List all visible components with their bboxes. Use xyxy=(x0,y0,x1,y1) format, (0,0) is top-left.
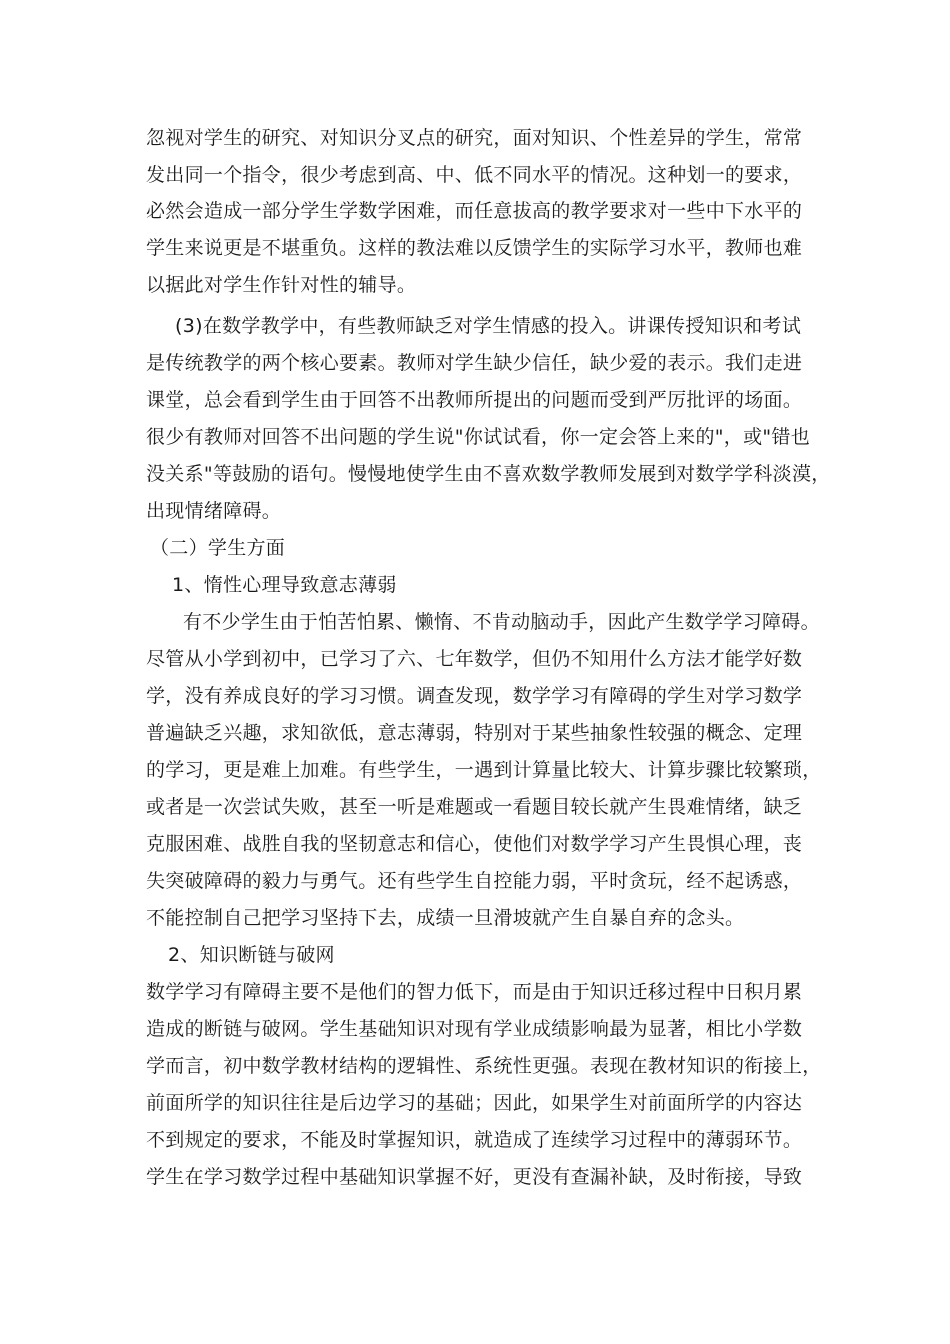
text-line: 失突破障碍的毅力与勇气。还有些学生自控能力弱，平时贪玩，经不起诱惑， xyxy=(146,870,803,892)
text-line: 或者是一次尝试失败，甚至一听是难题或一看题目较长就产生畏难情绪，缺乏 xyxy=(146,796,803,818)
text-line: 造成的断链与破网。学生基础知识对现有学业成绩影响最为显著，相比小学数 xyxy=(146,1018,803,1040)
subsection-heading: 2、知识断链与破网 xyxy=(168,944,335,966)
text-line: 尽管从小学到初中，已学习了六、七年数学，但仍不知用什么方法才能学好数 xyxy=(146,648,803,670)
text-line: 出现情绪障碍。 xyxy=(146,500,282,522)
text-line: 忽视对学生的研究、对知识分叉点的研究，面对知识、个性差异的学生，常常 xyxy=(146,127,803,149)
text-line: 学生来说更是不堪重负。这样的教法难以反馈学生的实际学习水平，教师也难 xyxy=(146,237,803,259)
text-line: 学生在学习数学过程中基础知识掌握不好，更没有查漏补缺，及时衔接，导致 xyxy=(146,1166,803,1188)
paragraph-start-line: 数学学习有障碍主要不是他们的智力低下，而是由于知识迁移过程中日积月累 xyxy=(146,981,803,1003)
text-line: 的学习，更是难上加难。有些学生，一遇到计算量比较大、计算步骤比较繁琐， xyxy=(146,759,822,781)
text-line: 普遍缺乏兴趣，求知欲低，意志薄弱，特别对于某些抽象性较强的概念、定理 xyxy=(146,722,803,744)
text-line: 不到规定的要求，不能及时掌握知识，就造成了连续学习过程中的薄弱环节。 xyxy=(146,1129,803,1151)
text-line: 不能控制自己把学习坚持下去，成绩一旦滑坡就产生自暴自弃的念头。 xyxy=(146,907,745,929)
paragraph-start-line: 有不少学生由于怕苦怕累、懒惰、不肯动脑动手，因此产生数学学习障碍。 xyxy=(183,611,820,633)
text-line: 学而言，初中数学教材结构的逻辑性、系统性更强。表现在教材知识的衔接上， xyxy=(146,1055,822,1077)
text-line: 没关系"等鼓励的语句。慢慢地使学生由不喜欢数学教师发展到对数学学科淡漠， xyxy=(146,463,831,485)
text-line: 发出同一个指令，很少考虑到高、中、低不同水平的情况。这种划一的要求， xyxy=(146,164,803,186)
text-line: 以据此对学生作针对性的辅导。 xyxy=(146,274,417,296)
text-line: 克服困难、战胜自我的坚韧意志和信心，使他们对数学学习产生畏惧心理，丧 xyxy=(146,833,803,855)
text-line: 课堂，总会看到学生由于回答不出教师所提出的问题而受到严厉批评的场面。 xyxy=(146,389,803,411)
paragraph-start-line: (3)在数学教学中，有些教师缺乏对学生情感的投入。讲课传授知识和考试 xyxy=(175,315,802,337)
text-line: 必然会造成一部分学生学数学困难，而任意拔高的教学要求对一些中下水平的 xyxy=(146,200,803,222)
section-heading: （二）学生方面 xyxy=(150,537,286,559)
subsection-heading: 1、惰性心理导致意志薄弱 xyxy=(172,574,397,596)
text-line: 前面所学的知识往往是后边学习的基础；因此，如果学生对前面所学的内容达 xyxy=(146,1092,803,1114)
text-line: 学，没有养成良好的学习习惯。调查发现，数学学习有障碍的学生对学习数学 xyxy=(146,685,803,707)
text-line: 是传统教学的两个核心要素。教师对学生缺少信任，缺少爱的表示。我们走进 xyxy=(146,352,803,374)
text-line: 很少有教师对回答不出问题的学生说"你试试看，你一定会答上来的"，或"错也 xyxy=(146,426,811,448)
